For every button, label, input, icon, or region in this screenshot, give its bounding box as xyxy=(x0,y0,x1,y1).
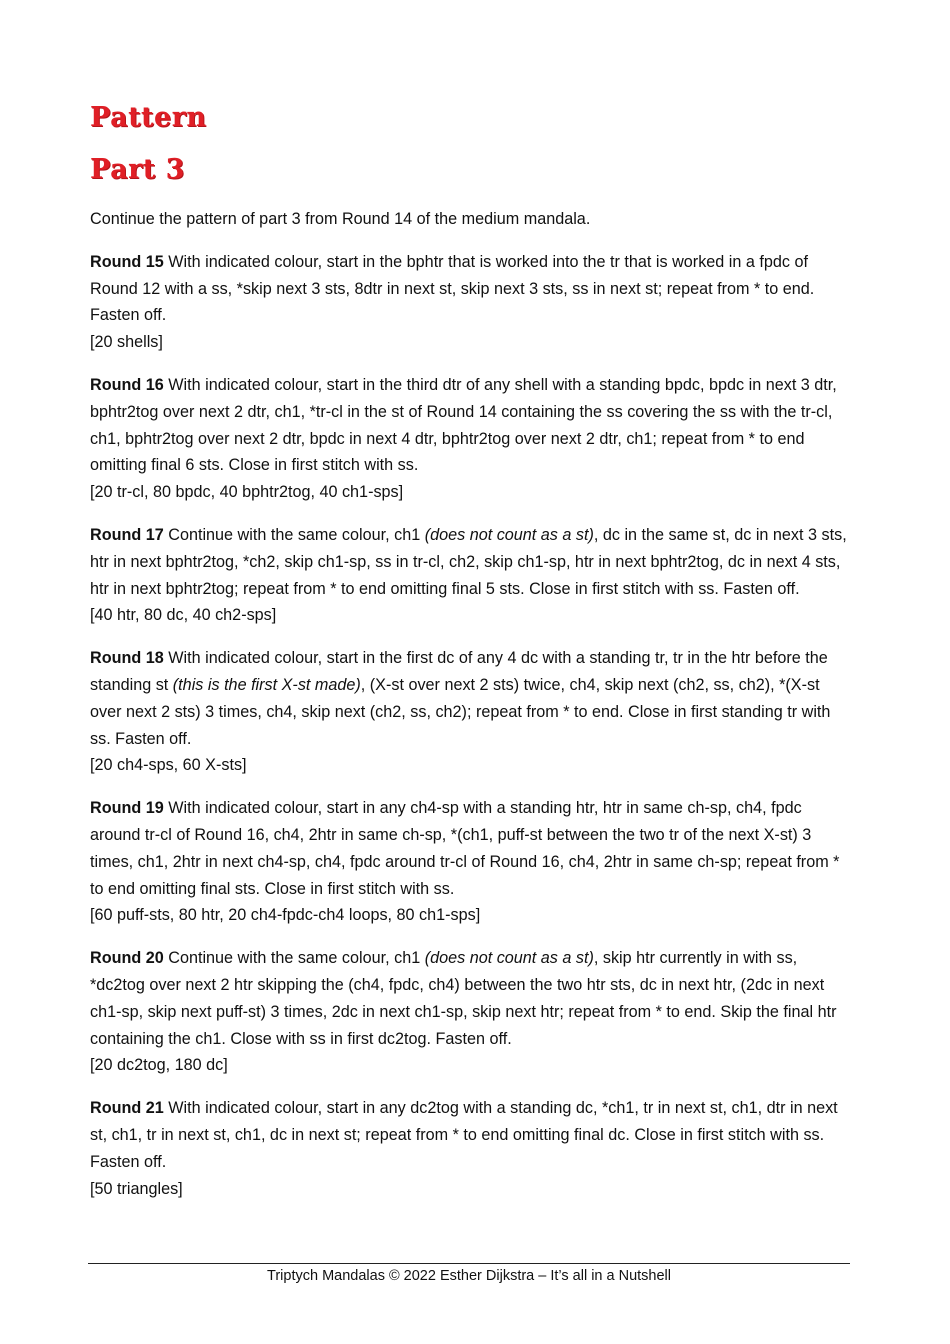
section-heading-part: Part 3 xyxy=(90,154,185,185)
round-label: Round 16 xyxy=(90,375,164,394)
round-15 xyxy=(90,249,852,356)
section-heading-pattern: Pattern xyxy=(90,102,207,133)
round-summary: [60 puff-sts, 80 htr, 20 ch4-fpdc-ch4 loops, 80 ch1-sps] xyxy=(90,906,481,925)
round-note: (does not count as a st) xyxy=(424,525,594,544)
round-summary: [50 triangles] xyxy=(90,1179,183,1198)
intro-paragraph: Continue the pattern of part 3 from Round 14 of the medium mandala. xyxy=(90,210,591,228)
round-label: Round 15 xyxy=(90,252,164,271)
round-text: With indicated colour, start in the bphtr that is worked into the tr that is worked in a fpdc of Round 12 with a ss, *skip next 3 sts, 8dtr in next st, skip next 3 sts, ss in next st; repeat from * to end. Fasten off. xyxy=(90,252,815,325)
round-text-continued: , dc in the same st, dc in next 3 sts, htr in next bphtr2tog, *ch2, skip ch1-sp, ss in tr-cl, ch2, skip ch1-sp, htr in next bphtr2tog, dc in next 4 sts, htr in next bphtr2tog; repeat from * to end omitting final 5 sts. Close in first stitch with ss. Fasten off. xyxy=(90,525,847,598)
round-text: Continue with the same colour, ch1 xyxy=(163,525,425,544)
round-text-continued: , skip htr currently in with ss, *dc2tog over next 2 htr skipping the (ch4, fpdc, ch4) between the two htr sts, dc in next htr, (2dc in next ch1-sp, skip next puff-st) 3 times, 2dc in next ch1-sp, skip next htr; repeat from * to end. Skip the final htr containing the ch1. Close with ss in first dc2tog. Fasten off. xyxy=(90,949,837,1048)
round-summary: [20 tr-cl, 80 bpdc, 40 bphtr2tog, 40 ch1-sps] xyxy=(90,483,404,502)
document-body xyxy=(90,100,852,1218)
round-label: Round 20 xyxy=(90,949,164,968)
round-summary: [40 htr, 80 dc, 40 ch2-sps] xyxy=(90,606,277,625)
round-summary: [20 shells] xyxy=(90,333,163,352)
round-note: (this is the first X-st made) xyxy=(172,675,361,694)
round-text: Continue with the same colour, ch1 xyxy=(163,949,425,968)
round-label: Round 19 xyxy=(90,799,164,818)
round-18 xyxy=(90,645,852,779)
round-summary: [20 ch4-sps, 60 X-sts] xyxy=(90,756,247,775)
round-label: Round 18 xyxy=(90,649,164,668)
round-text: With indicated colour, start in any ch4-sp with a standing htr, htr in same ch-sp, ch4, fpdc around tr-cl of Round 16, ch4, 2htr in same ch-sp, *(ch1, puff-st between the two tr of the next X-st) 3 times, ch1, 2htr in next ch4-sp, ch4, fpdc around tr-cl of Round 16, ch4, 2htr in same ch-sp; repeat from * to end omitting final sts. Close in first stitch with ss. xyxy=(90,799,840,898)
round-summary: [20 dc2tog, 180 dc] xyxy=(90,1056,228,1075)
page-footer: Triptych Mandalas © 2022 Esther Dijkstra – It’s all in a Nutshell xyxy=(267,1268,671,1284)
round-21 xyxy=(90,1095,852,1202)
round-label: Round 21 xyxy=(90,1099,164,1118)
round-text-continued: , (X-st over next 2 sts) twice, ch4, skip next (ch2, ss, ch2), *(X-st over next 2 sts) 3 times, ch4, skip next (ch2, ss, ch2); repeat from * to end. Close in first standing tr with ss. Fasten off. xyxy=(90,675,831,748)
round-note: (does not count as a st) xyxy=(424,949,594,968)
footer-divider xyxy=(88,1263,850,1264)
round-17 xyxy=(90,522,852,629)
round-20 xyxy=(90,945,852,1079)
round-label: Round 17 xyxy=(90,525,164,544)
round-text: With indicated colour, start in the first dc of any 4 dc with a standing tr, tr in the htr before the standing st xyxy=(90,649,828,694)
round-16 xyxy=(90,372,852,506)
round-text: With indicated colour, start in the third dtr of any shell with a standing bpdc, bpdc in next 3 dtr, bphtr2tog over next 2 dtr, ch1, *tr-cl in the st of Round 14 containing the ss covering the ss with the tr-cl, ch1, bphtr2tog over next 2 dtr, bpdc in next 4 dtr, bphtr2tog over next 2 dtr, ch1; repeat from * to end omitting final 6 sts. Close in first stitch with ss. xyxy=(90,375,837,475)
round-19 xyxy=(90,795,852,929)
round-text: With indicated colour, start in any dc2tog with a standing dc, *ch1, tr in next st, ch1, dtr in next st, ch1, tr in next st, ch1, dc in next st; repeat from * to end omitting final dc. Close in first stitch with ss. Fasten off. xyxy=(90,1099,838,1171)
